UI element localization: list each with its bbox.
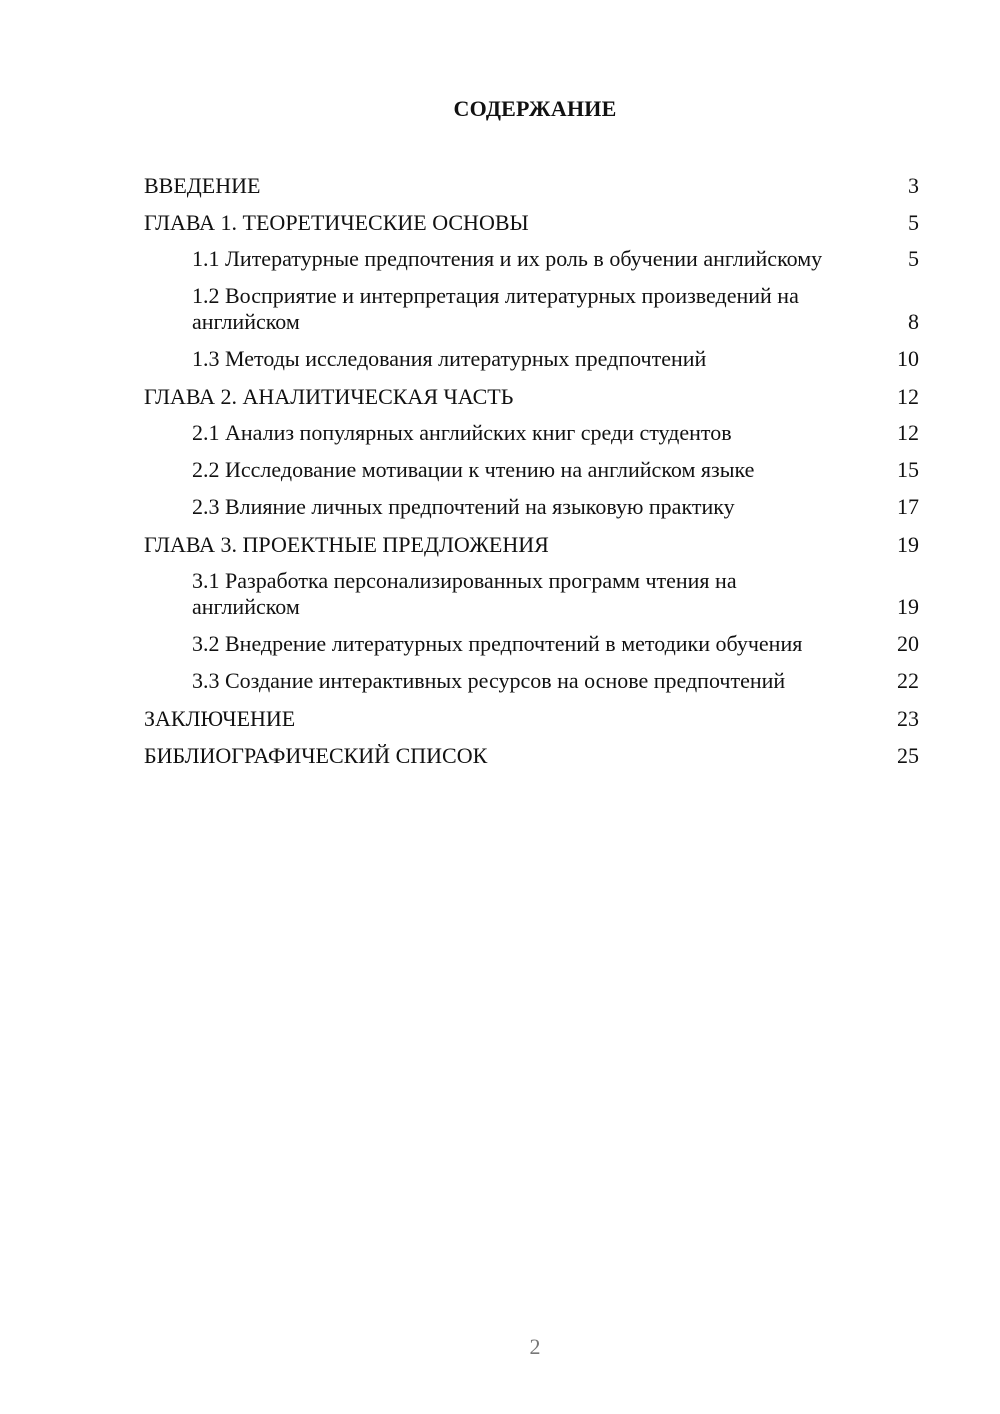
toc-entry-introduction[interactable] — [144, 170, 919, 207]
toc-entry-label: ГЛАВА 1. ТЕОРЕТИЧЕСКИЕ ОСНОВЫ — [144, 210, 529, 235]
toc-entry-page: 5 — [908, 246, 919, 271]
toc-entry-page: 12 — [897, 384, 919, 409]
page-number: 2 — [529, 1334, 541, 1359]
toc-entry-page: 20 — [897, 631, 919, 656]
toc-entry-page: 12 — [897, 420, 919, 445]
toc-entry-page: 25 — [897, 743, 919, 768]
toc-entry-section-1-1[interactable] — [144, 244, 919, 281]
toc-entry-page: 8 — [908, 309, 919, 334]
toc-entry-conclusion[interactable] — [144, 703, 919, 740]
toc-entry-label: 3.2 Внедрение литературных предпочтений в методики обучения — [192, 631, 803, 656]
toc-entry-page: 23 — [897, 706, 919, 731]
toc-entry-section-3-2[interactable] — [144, 629, 919, 666]
toc-entry-label: 3.3 Создание интерактивных ресурсов на основе предпочтений — [192, 668, 786, 693]
toc-entry-section-3-3[interactable] — [144, 666, 919, 703]
toc-entry-section-1-3[interactable] — [144, 344, 919, 381]
toc-entry-bibliography[interactable] — [144, 740, 919, 777]
toc-entry-chapter-3[interactable] — [144, 529, 919, 566]
toc-entry-section-1-2[interactable] — [144, 281, 919, 344]
toc-entry-label: ГЛАВА 3. ПРОЕКТНЫЕ ПРЕДЛОЖЕНИЯ — [144, 532, 549, 557]
toc-entry-page: 19 — [897, 532, 919, 557]
toc-entry-chapter-2[interactable] — [144, 381, 919, 418]
toc-entry-label: 2.1 Анализ популярных английских книг среди студентов — [192, 420, 732, 445]
toc-entry-label: ВВЕДЕНИЕ — [144, 173, 261, 198]
toc-entry-label: 1.2 Восприятие и интерпретация литературных произведений на английском — [192, 283, 799, 334]
toc-entry-page: 5 — [908, 210, 919, 235]
toc-entry-label: ЗАКЛЮЧЕНИЕ — [144, 706, 296, 731]
toc-entry-page: 22 — [897, 668, 919, 693]
toc-entry-chapter-1[interactable] — [144, 207, 919, 244]
table-of-contents — [144, 170, 919, 777]
toc-entry-page: 17 — [897, 494, 919, 519]
toc-title: СОДЕРЖАНИЕ — [453, 96, 617, 121]
toc-entry-page: 19 — [897, 594, 919, 619]
toc-entry-section-3-1[interactable] — [144, 566, 919, 629]
toc-entry-page: 3 — [908, 173, 919, 198]
toc-entry-label: ГЛАВА 2. АНАЛИТИЧЕСКАЯ ЧАСТЬ — [144, 384, 514, 409]
toc-entry-label: 2.2 Исследование мотивации к чтению на английском языке — [192, 457, 755, 482]
toc-entry-page: 10 — [897, 346, 919, 371]
toc-entry-page: 15 — [897, 457, 919, 482]
toc-entry-section-2-2[interactable] — [144, 455, 919, 492]
toc-entry-label: БИБЛИОГРАФИЧЕСКИЙ СПИСОК — [144, 743, 488, 768]
toc-entry-label: 3.1 Разработка персонализированных программ чтения на английском — [192, 568, 737, 619]
toc-entry-section-2-3[interactable] — [144, 492, 919, 529]
toc-entry-label: 2.3 Влияние личных предпочтений на языковую практику — [192, 494, 735, 519]
toc-entry-label: 1.1 Литературные предпочтения и их роль в обучении английскому — [192, 246, 823, 271]
toc-entry-label: 1.3 Методы исследования литературных предпочтений — [192, 346, 707, 371]
toc-entry-section-2-1[interactable] — [144, 418, 919, 455]
